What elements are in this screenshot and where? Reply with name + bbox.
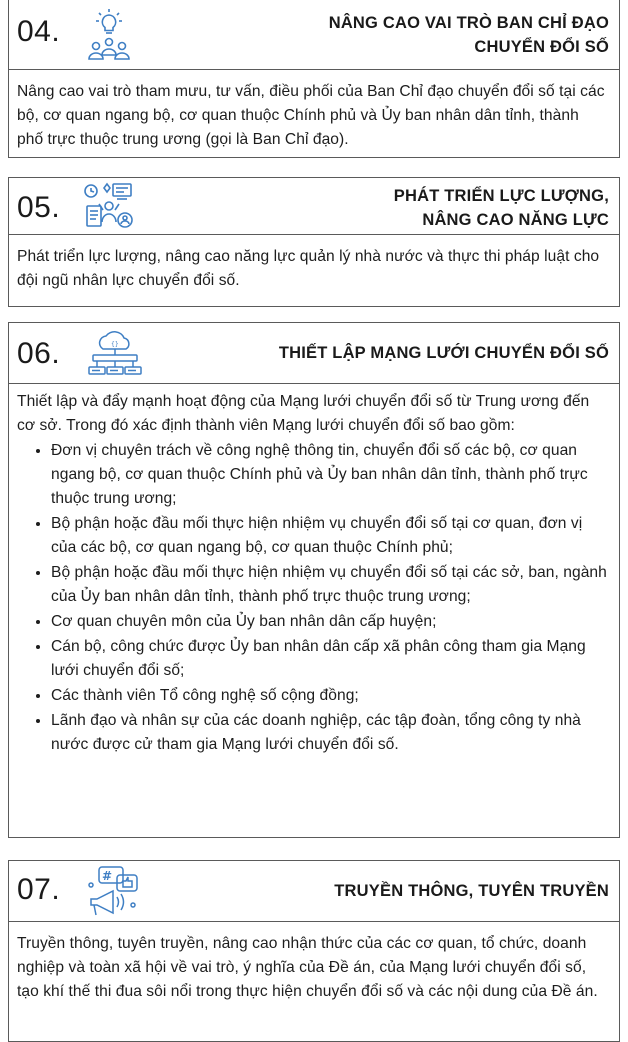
section-body (8, 384, 620, 838)
section-intro: Thiết lập và đẩy mạnh hoạt động của Mạng lưới chuyển đổi số từ Trung ương đến cơ sở. Trong đó xác định thành viên Mạng lưới chuyển đổi số bao gồm: (17, 393, 590, 434)
section-number: 07. (17, 873, 61, 906)
list-item: • Cán bộ, công chức được Ủy ban nhân dân cấp xã phân công tham gia Mạng lưới chuyển đổi số; (51, 634, 607, 683)
workforce-skills-icon (83, 182, 135, 235)
list-item: • Cơ quan chuyên môn của Ủy ban nhân dân cấp huyện; (51, 609, 607, 634)
list-item: • Lãnh đạo và nhân sự của các doanh nghiệp, các tập đoàn, tổng công ty nhà nước được cử tham gia Mạng lưới chuyển đổi số. (51, 708, 607, 757)
section-07 (8, 860, 620, 1042)
section-number: 05. (17, 191, 61, 224)
list-item: • Đơn vị chuyên trách về công nghệ thông tin, chuyển đổi số các bộ, cơ quan ngang bộ, cơ quan thuộc Chính phủ và Ủy ban nhân dân tỉnh, thành phố trực thuộc trung ương; (51, 438, 607, 511)
cloud-network-icon (87, 329, 143, 384)
list-item: • Bộ phận hoặc đầu mối thực hiện nhiệm vụ chuyển đổi số tại các sở, ban, ngành của Ủy ban nhân dân tỉnh, thành phố trực thuộc trung ương; (51, 560, 607, 609)
section-04-header (8, 0, 620, 70)
section-title: TRUYỀN THÔNG, TUYÊN TRUYỀN (334, 882, 609, 900)
list-item: • Các thành viên Tổ công nghệ số cộng đồng; (51, 683, 607, 708)
member-list (17, 438, 607, 757)
section-number: 04. (17, 15, 61, 48)
section-body: Truyền thông, tuyên truyền, nâng cao nhận thức của các cơ quan, tổ chức, doanh nghiệp và toàn xã hội về vai trò, ý nghĩa của Đề án, của Mạng lưới chuyển đổi số, tạo khí thế thi đua sôi nổi trong thực hiện chuyển đổi số và các nội dung của Đề án. (8, 922, 620, 1042)
lightbulb-team-icon (85, 9, 133, 66)
list-item: • Bộ phận hoặc đầu mối thực hiện nhiệm vụ chuyển đổi số tại cơ quan, đơn vị của các bộ, cơ quan ngang bộ, cơ quan thuộc Chính phủ; (51, 511, 607, 560)
section-title: PHÁT TRIỂN LỰC LƯỢNG, NÂNG CAO NĂNG LỰC (393, 187, 609, 229)
section-04 (8, 0, 620, 158)
social-media-megaphone-icon (85, 865, 141, 924)
svg-text:#: # (102, 869, 113, 883)
section-06 (8, 322, 620, 838)
section-number: 06. (17, 337, 61, 370)
section-body: Nâng cao vai trò tham mưu, tư vấn, điều phối của Ban Chỉ đạo chuyển đổi số tại các bộ, cơ quan ngang bộ, cơ quan thuộc Chính phủ và Ủy ban nhân dân tỉnh, thành phố trực thuộc trung ương (gọi là Ban Chỉ đạo). (8, 70, 620, 158)
section-title: THIẾT LẬP MẠNG LƯỚI CHUYỂN ĐỔI SỐ (278, 344, 609, 362)
section-05-header (8, 177, 620, 235)
section-05 (8, 177, 620, 307)
section-07-header (8, 860, 620, 922)
section-title: NÂNG CAO VAI TRÒ BAN CHỈ ĐẠO CHUYỂN ĐỔI SỐ (328, 14, 609, 56)
section-body: Phát triển lực lượng, nâng cao năng lực quản lý nhà nước và thực thi pháp luật cho đội ngũ nhân lực chuyển đổi số. (8, 235, 620, 307)
section-06-header (8, 322, 620, 384)
svg-text:{}: {} (111, 341, 119, 348)
